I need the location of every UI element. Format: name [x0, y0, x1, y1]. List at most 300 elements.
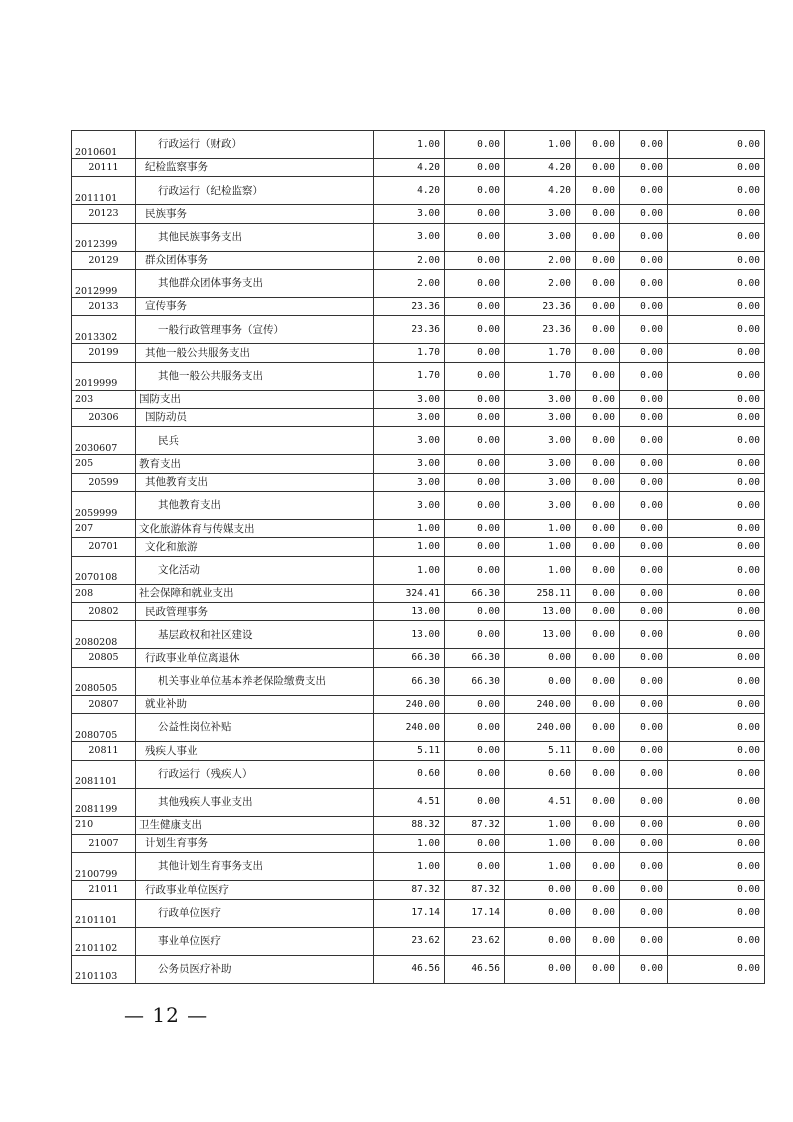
amount-cell: 1.00	[374, 853, 445, 881]
amount-cell: 3.00	[505, 427, 576, 455]
table-row	[72, 649, 765, 667]
amount-cell: 1.00	[505, 853, 576, 881]
amount-cell: 0.00	[445, 251, 505, 269]
amount-cell: 0.00	[668, 881, 765, 899]
amount-cell: 0.00	[576, 742, 620, 760]
amount-cell: 0.00	[445, 473, 505, 491]
amount-cell: 0.00	[576, 455, 620, 473]
subject-name-cell: 其他民族事务支出	[136, 223, 374, 251]
amount-cell: 0.00	[576, 649, 620, 667]
amount-cell: 0.00	[576, 223, 620, 251]
amount-cell: 1.00	[374, 538, 445, 556]
amount-cell: 0.00	[445, 344, 505, 362]
subject-name-cell: 行政运行（残疾人）	[136, 760, 374, 788]
amount-cell: 0.00	[445, 455, 505, 473]
amount-cell: 1.00	[505, 816, 576, 834]
amount-cell: 0.00	[620, 667, 668, 695]
amount-cell: 0.00	[668, 927, 765, 955]
subject-code-cell: 20306	[72, 409, 136, 427]
subject-code-cell: 2101101	[72, 899, 136, 927]
subject-name-cell: 其他教育支出	[136, 492, 374, 520]
amount-cell: 0.00	[576, 270, 620, 298]
amount-cell: 4.20	[505, 159, 576, 177]
amount-cell: 3.00	[374, 409, 445, 427]
amount-cell: 0.00	[620, 251, 668, 269]
amount-cell: 3.00	[505, 390, 576, 408]
amount-cell: 258.11	[505, 584, 576, 602]
amount-cell: 240.00	[505, 714, 576, 742]
subject-code-cell: 2012399	[72, 223, 136, 251]
table-row	[72, 816, 765, 834]
subject-code-cell: 2013302	[72, 316, 136, 344]
amount-cell: 0.00	[576, 816, 620, 834]
amount-cell: 0.00	[668, 131, 765, 159]
amount-cell: 0.00	[668, 251, 765, 269]
amount-cell: 0.00	[620, 344, 668, 362]
amount-cell: 0.00	[445, 834, 505, 852]
amount-cell: 0.00	[668, 695, 765, 713]
amount-cell: 0.00	[620, 649, 668, 667]
amount-cell: 66.30	[445, 649, 505, 667]
amount-cell: 0.00	[445, 556, 505, 584]
table-row	[72, 223, 765, 251]
subject-code-cell: 2100799	[72, 853, 136, 881]
subject-code-cell: 205	[72, 455, 136, 473]
amount-cell: 0.00	[576, 695, 620, 713]
amount-cell: 0.00	[445, 270, 505, 298]
amount-cell: 0.00	[620, 270, 668, 298]
subject-name-cell: 行政事业单位医疗	[136, 881, 374, 899]
subject-code-cell: 21011	[72, 881, 136, 899]
amount-cell: 66.30	[445, 667, 505, 695]
amount-cell: 1.00	[374, 131, 445, 159]
amount-cell: 1.00	[505, 520, 576, 538]
table-row	[72, 205, 765, 223]
amount-cell: 0.00	[445, 853, 505, 881]
amount-cell: 87.32	[374, 881, 445, 899]
table-row	[72, 853, 765, 881]
subject-name-cell: 群众团体事务	[136, 251, 374, 269]
amount-cell: 0.00	[668, 853, 765, 881]
amount-cell: 5.11	[505, 742, 576, 760]
amount-cell: 1.00	[374, 556, 445, 584]
amount-cell: 0.00	[576, 316, 620, 344]
amount-cell: 0.00	[445, 159, 505, 177]
amount-cell: 0.00	[576, 390, 620, 408]
amount-cell: 0.00	[668, 714, 765, 742]
subject-code-cell: 203	[72, 390, 136, 408]
budget-expenditure-table	[71, 130, 765, 984]
subject-code-cell: 2080208	[72, 621, 136, 649]
amount-cell: 324.41	[374, 584, 445, 602]
amount-cell: 23.36	[374, 316, 445, 344]
amount-cell: 2.00	[374, 251, 445, 269]
amount-cell: 0.00	[668, 177, 765, 205]
amount-cell: 0.00	[445, 621, 505, 649]
amount-cell: 0.00	[620, 131, 668, 159]
subject-code-cell: 20807	[72, 695, 136, 713]
amount-cell: 240.00	[505, 695, 576, 713]
amount-cell: 0.00	[668, 455, 765, 473]
amount-cell: 13.00	[505, 621, 576, 649]
amount-cell: 3.00	[505, 455, 576, 473]
amount-cell: 0.00	[620, 409, 668, 427]
subject-code-cell: 20129	[72, 251, 136, 269]
amount-cell: 0.00	[620, 853, 668, 881]
amount-cell: 0.00	[576, 177, 620, 205]
subject-name-cell: 其他计划生育事务支出	[136, 853, 374, 881]
amount-cell: 0.00	[576, 955, 620, 983]
subject-name-cell: 行政单位医疗	[136, 899, 374, 927]
amount-cell: 0.00	[576, 603, 620, 621]
amount-cell: 0.00	[576, 714, 620, 742]
subject-name-cell: 民政管理事务	[136, 603, 374, 621]
table-row	[72, 556, 765, 584]
amount-cell: 13.00	[505, 603, 576, 621]
amount-cell: 17.14	[374, 899, 445, 927]
amount-cell: 4.20	[374, 159, 445, 177]
amount-cell: 23.36	[374, 298, 445, 316]
amount-cell: 0.00	[576, 538, 620, 556]
subject-code-cell: 2011101	[72, 177, 136, 205]
amount-cell: 0.00	[668, 205, 765, 223]
amount-cell: 3.00	[374, 390, 445, 408]
amount-cell: 2.00	[505, 251, 576, 269]
amount-cell: 1.70	[374, 344, 445, 362]
amount-cell: 23.62	[445, 927, 505, 955]
page-number: — 12 —	[124, 1003, 209, 1027]
amount-cell: 0.00	[505, 899, 576, 927]
amount-cell: 0.00	[620, 362, 668, 390]
amount-cell: 0.00	[505, 881, 576, 899]
table-row	[72, 538, 765, 556]
amount-cell: 0.00	[668, 473, 765, 491]
amount-cell: 0.00	[576, 667, 620, 695]
amount-cell: 4.20	[374, 177, 445, 205]
subject-code-cell: 2010601	[72, 131, 136, 159]
amount-cell: 0.00	[620, 955, 668, 983]
amount-cell: 0.00	[445, 538, 505, 556]
amount-cell: 87.32	[445, 816, 505, 834]
amount-cell: 0.00	[620, 538, 668, 556]
amount-cell: 0.00	[668, 621, 765, 649]
amount-cell: 0.00	[668, 538, 765, 556]
amount-cell: 1.00	[374, 834, 445, 852]
amount-cell: 0.00	[505, 927, 576, 955]
amount-cell: 3.00	[374, 455, 445, 473]
subject-name-cell: 民兵	[136, 427, 374, 455]
subject-name-cell: 一般行政管理事务（宣传）	[136, 316, 374, 344]
table-row	[72, 344, 765, 362]
table-row	[72, 316, 765, 344]
amount-cell: 0.00	[505, 649, 576, 667]
amount-cell: 0.00	[445, 298, 505, 316]
table-row	[72, 760, 765, 788]
amount-cell: 0.00	[668, 584, 765, 602]
amount-cell: 0.00	[576, 881, 620, 899]
amount-cell: 0.00	[576, 834, 620, 852]
subject-code-cell: 2101103	[72, 955, 136, 983]
subject-name-cell: 行政运行（财政）	[136, 131, 374, 159]
amount-cell: 5.11	[374, 742, 445, 760]
subject-name-cell: 卫生健康支出	[136, 816, 374, 834]
amount-cell: 0.00	[668, 492, 765, 520]
amount-cell: 240.00	[374, 695, 445, 713]
subject-code-cell: 20111	[72, 159, 136, 177]
table-row	[72, 427, 765, 455]
table-row	[72, 927, 765, 955]
table-row	[72, 520, 765, 538]
subject-name-cell: 文化活动	[136, 556, 374, 584]
amount-cell: 0.00	[576, 621, 620, 649]
amount-cell: 1.70	[505, 362, 576, 390]
amount-cell: 0.00	[445, 316, 505, 344]
table-row	[72, 881, 765, 899]
amount-cell: 0.00	[576, 205, 620, 223]
subject-name-cell: 基层政权和社区建设	[136, 621, 374, 649]
amount-cell: 0.00	[505, 955, 576, 983]
amount-cell: 1.00	[505, 131, 576, 159]
subject-code-cell: 20701	[72, 538, 136, 556]
amount-cell: 3.00	[505, 409, 576, 427]
amount-cell: 0.00	[620, 742, 668, 760]
amount-cell: 0.00	[445, 409, 505, 427]
amount-cell: 0.00	[576, 298, 620, 316]
amount-cell: 0.00	[620, 205, 668, 223]
amount-cell: 4.51	[374, 788, 445, 816]
amount-cell: 0.00	[620, 881, 668, 899]
subject-code-cell: 20805	[72, 649, 136, 667]
amount-cell: 0.00	[620, 520, 668, 538]
table-row	[72, 492, 765, 520]
amount-cell: 0.00	[576, 344, 620, 362]
amount-cell: 3.00	[374, 223, 445, 251]
amount-cell: 0.00	[620, 159, 668, 177]
amount-cell: 0.00	[445, 362, 505, 390]
amount-cell: 0.00	[668, 899, 765, 927]
table-row	[72, 834, 765, 852]
subject-code-cell: 20802	[72, 603, 136, 621]
amount-cell: 0.60	[374, 760, 445, 788]
amount-cell: 0.00	[445, 205, 505, 223]
amount-cell: 0.00	[668, 344, 765, 362]
amount-cell: 0.00	[668, 955, 765, 983]
amount-cell: 1.70	[374, 362, 445, 390]
table-row	[72, 409, 765, 427]
amount-cell: 0.00	[668, 427, 765, 455]
amount-cell: 23.36	[505, 298, 576, 316]
amount-cell: 0.00	[668, 603, 765, 621]
amount-cell: 0.00	[620, 473, 668, 491]
amount-cell: 0.00	[668, 556, 765, 584]
table-row	[72, 455, 765, 473]
amount-cell: 1.70	[505, 344, 576, 362]
amount-cell: 0.00	[668, 270, 765, 298]
amount-cell: 0.00	[445, 177, 505, 205]
amount-cell: 0.00	[668, 316, 765, 344]
amount-cell: 0.00	[445, 760, 505, 788]
amount-cell: 0.00	[620, 223, 668, 251]
subject-name-cell: 其他一般公共服务支出	[136, 362, 374, 390]
amount-cell: 0.00	[620, 177, 668, 205]
table-row	[72, 362, 765, 390]
amount-cell: 3.00	[505, 223, 576, 251]
amount-cell: 0.00	[576, 362, 620, 390]
table-body	[72, 131, 765, 984]
amount-cell: 0.00	[620, 492, 668, 520]
subject-name-cell: 其他群众团体事务支出	[136, 270, 374, 298]
subject-name-cell: 残疾人事业	[136, 742, 374, 760]
amount-cell: 0.00	[620, 714, 668, 742]
amount-cell: 0.00	[445, 390, 505, 408]
subject-name-cell: 行政事业单位离退休	[136, 649, 374, 667]
subject-name-cell: 宣传事务	[136, 298, 374, 316]
subject-code-cell: 20123	[72, 205, 136, 223]
table-row	[72, 695, 765, 713]
table-row	[72, 131, 765, 159]
subject-name-cell: 公益性岗位补贴	[136, 714, 374, 742]
subject-code-cell: 207	[72, 520, 136, 538]
subject-name-cell: 行政运行（纪检监察）	[136, 177, 374, 205]
subject-name-cell: 纪检监察事务	[136, 159, 374, 177]
amount-cell: 0.00	[620, 927, 668, 955]
amount-cell: 0.00	[620, 760, 668, 788]
subject-name-cell: 国防动员	[136, 409, 374, 427]
amount-cell: 0.00	[668, 390, 765, 408]
table-row	[72, 390, 765, 408]
amount-cell: 2.00	[505, 270, 576, 298]
table-row	[72, 473, 765, 491]
subject-name-cell: 计划生育事务	[136, 834, 374, 852]
amount-cell: 3.00	[374, 427, 445, 455]
amount-cell: 0.00	[668, 520, 765, 538]
amount-cell: 0.00	[445, 223, 505, 251]
amount-cell: 3.00	[374, 205, 445, 223]
subject-name-cell: 民族事务	[136, 205, 374, 223]
subject-code-cell: 20599	[72, 473, 136, 491]
subject-name-cell: 国防支出	[136, 390, 374, 408]
subject-name-cell: 其他教育支出	[136, 473, 374, 491]
table-row	[72, 667, 765, 695]
amount-cell: 0.00	[576, 853, 620, 881]
amount-cell: 0.00	[620, 816, 668, 834]
subject-name-cell: 文化旅游体育与传媒支出	[136, 520, 374, 538]
table-row	[72, 251, 765, 269]
table-row	[72, 603, 765, 621]
amount-cell: 2.00	[374, 270, 445, 298]
amount-cell: 23.62	[374, 927, 445, 955]
amount-cell: 0.00	[445, 714, 505, 742]
subject-name-cell: 社会保障和就业支出	[136, 584, 374, 602]
amount-cell: 0.00	[445, 788, 505, 816]
amount-cell: 0.00	[668, 667, 765, 695]
subject-name-cell: 教育支出	[136, 455, 374, 473]
subject-code-cell: 20811	[72, 742, 136, 760]
amount-cell: 0.00	[620, 834, 668, 852]
subject-name-cell: 事业单位医疗	[136, 927, 374, 955]
amount-cell: 0.00	[576, 473, 620, 491]
amount-cell: 0.00	[620, 899, 668, 927]
amount-cell: 0.00	[505, 667, 576, 695]
amount-cell: 88.32	[374, 816, 445, 834]
amount-cell: 1.00	[505, 538, 576, 556]
amount-cell: 0.00	[668, 760, 765, 788]
subject-code-cell: 2081199	[72, 788, 136, 816]
subject-code-cell: 2012999	[72, 270, 136, 298]
amount-cell: 0.00	[576, 159, 620, 177]
subject-code-cell: 2019999	[72, 362, 136, 390]
amount-cell: 0.00	[445, 742, 505, 760]
amount-cell: 46.56	[445, 955, 505, 983]
amount-cell: 0.00	[620, 298, 668, 316]
table-row	[72, 899, 765, 927]
table-row	[72, 584, 765, 602]
table-row	[72, 955, 765, 983]
amount-cell: 87.32	[445, 881, 505, 899]
subject-code-cell: 2059999	[72, 492, 136, 520]
subject-code-cell: 20199	[72, 344, 136, 362]
subject-name-cell: 就业补助	[136, 695, 374, 713]
amount-cell: 0.00	[576, 584, 620, 602]
amount-cell: 0.00	[576, 760, 620, 788]
amount-cell: 66.30	[445, 584, 505, 602]
amount-cell: 0.00	[445, 131, 505, 159]
subject-name-cell: 公务员医疗补助	[136, 955, 374, 983]
subject-name-cell: 机关事业单位基本养老保险缴费支出	[136, 667, 374, 695]
subject-code-cell: 20133	[72, 298, 136, 316]
subject-name-cell: 其他一般公共服务支出	[136, 344, 374, 362]
amount-cell: 0.00	[620, 427, 668, 455]
table-row	[72, 621, 765, 649]
amount-cell: 0.00	[668, 362, 765, 390]
amount-cell: 240.00	[374, 714, 445, 742]
subject-code-cell: 2030607	[72, 427, 136, 455]
amount-cell: 0.60	[505, 760, 576, 788]
amount-cell: 3.00	[374, 492, 445, 520]
amount-cell: 0.00	[668, 223, 765, 251]
amount-cell: 3.00	[505, 492, 576, 520]
subject-code-cell: 21007	[72, 834, 136, 852]
amount-cell: 0.00	[445, 603, 505, 621]
amount-cell: 1.00	[505, 556, 576, 584]
subject-code-cell: 2070108	[72, 556, 136, 584]
amount-cell: 46.56	[374, 955, 445, 983]
amount-cell: 23.36	[505, 316, 576, 344]
amount-cell: 0.00	[445, 695, 505, 713]
amount-cell: 0.00	[668, 788, 765, 816]
subject-code-cell: 2080505	[72, 667, 136, 695]
amount-cell: 0.00	[668, 834, 765, 852]
table-row	[72, 298, 765, 316]
amount-cell: 17.14	[445, 899, 505, 927]
amount-cell: 0.00	[620, 316, 668, 344]
amount-cell: 3.00	[505, 473, 576, 491]
table-row	[72, 270, 765, 298]
amount-cell: 3.00	[374, 473, 445, 491]
amount-cell: 1.00	[374, 520, 445, 538]
amount-cell: 0.00	[576, 788, 620, 816]
table-row	[72, 177, 765, 205]
amount-cell: 0.00	[668, 742, 765, 760]
amount-cell: 0.00	[445, 492, 505, 520]
amount-cell: 0.00	[668, 159, 765, 177]
amount-cell: 0.00	[576, 492, 620, 520]
subject-name-cell: 其他残疾人事业支出	[136, 788, 374, 816]
amount-cell: 13.00	[374, 621, 445, 649]
table-row	[72, 159, 765, 177]
table-row	[72, 788, 765, 816]
amount-cell: 4.20	[505, 177, 576, 205]
